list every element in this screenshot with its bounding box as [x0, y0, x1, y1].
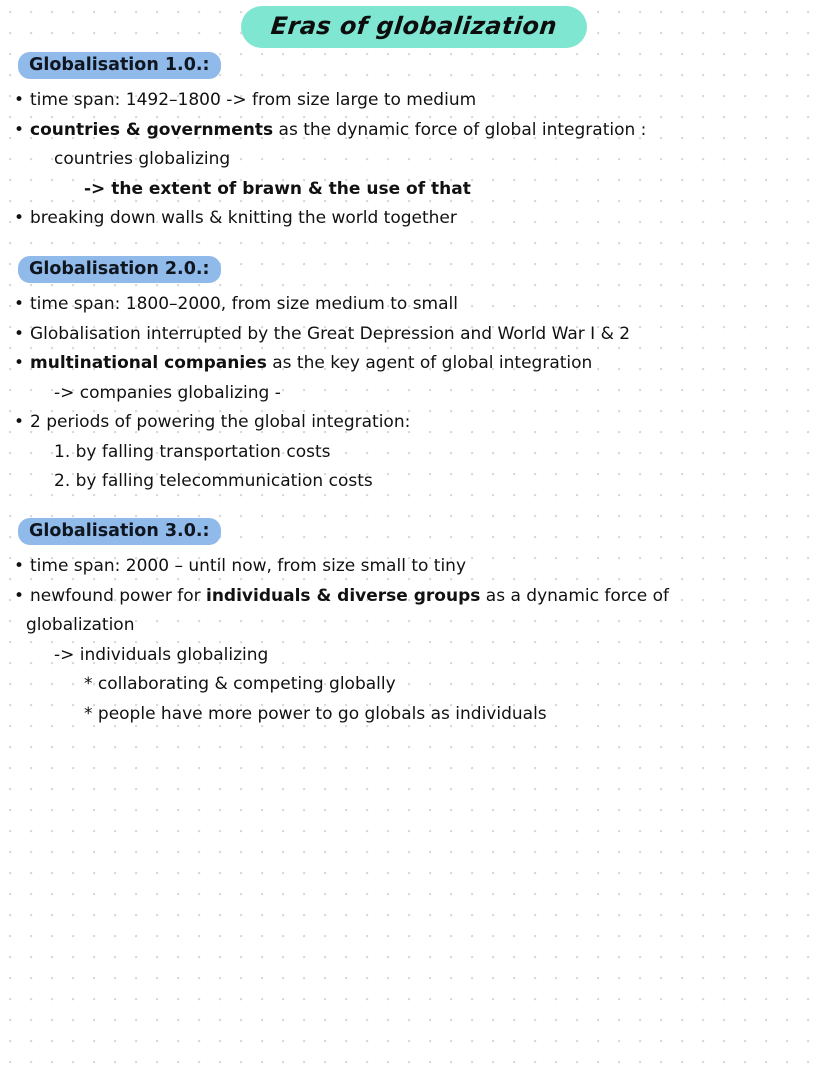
section-3	[0, 518, 828, 729]
sub-line	[0, 467, 828, 497]
line-text: time span: 1492–1800 -> from size large to medium	[30, 90, 477, 110]
bullet-line	[0, 204, 828, 234]
bullet-line	[0, 552, 828, 582]
line-text: countries globalizing	[54, 149, 231, 169]
emphasis-text: individuals & diverse groups	[206, 585, 481, 606]
line-text: newfound power for	[30, 585, 206, 606]
bullet-line	[0, 86, 828, 116]
section-heading-wrap	[0, 518, 828, 545]
title-highlight-pill	[241, 6, 587, 48]
line-text: Globalisation interrupted by the Great Depression and World War I & 2	[30, 323, 631, 344]
bullet-line	[0, 290, 828, 320]
section-lines	[0, 552, 828, 729]
bullet-line	[0, 116, 828, 146]
line-text: -> companies globalizing -	[54, 382, 281, 403]
bullet-line	[0, 408, 828, 438]
section-1	[0, 52, 828, 234]
note-title-row	[0, 6, 828, 48]
bullet-line	[0, 582, 828, 612]
bullet-line	[0, 349, 828, 379]
sub-line	[0, 611, 828, 641]
sub-line	[0, 379, 828, 409]
page-title: Eras of globalization	[269, 12, 559, 40]
bullet-dot-icon: •	[14, 353, 25, 373]
section-lines	[0, 290, 828, 497]
line-text: * collaborating & competing globally	[84, 674, 396, 694]
sub-line	[0, 641, 828, 671]
bullet-dot-icon: •	[14, 90, 25, 110]
line-text: as the dynamic force of global integration :	[273, 119, 647, 140]
bullet-dot-icon: •	[14, 556, 25, 576]
sub-line	[0, 175, 828, 205]
emphasis-text: multinational companies	[30, 353, 267, 373]
line-text: * people have more power to go globals as individuals	[84, 703, 547, 724]
bullet-dot-icon: •	[14, 323, 25, 344]
sub-line	[0, 700, 828, 730]
line-text: time span: 2000 – until now, from size small to tiny	[30, 556, 467, 576]
line-text: as the key agent of global integration	[266, 353, 593, 373]
line-text: 1. by falling transportation costs	[54, 441, 331, 462]
line-text: breaking down walls & knitting the world together	[30, 208, 457, 228]
line-text: 2. by falling telecommunication costs	[54, 471, 373, 491]
section-heading-3: Globalisation 3.0.:	[18, 518, 221, 545]
bullet-dot-icon: •	[14, 412, 25, 432]
section-heading-wrap	[0, 256, 828, 283]
line-text: -> individuals globalizing	[54, 644, 269, 665]
line-text: globalization	[26, 615, 135, 635]
bullet-line	[0, 320, 828, 350]
sub-line	[0, 670, 828, 700]
section-heading-1: Globalisation 1.0.:	[18, 52, 221, 79]
emphasis-text: -> the extent of brawn & the use of that	[84, 178, 471, 199]
line-text: as a dynamic force of	[480, 585, 669, 606]
line-text: 2 periods of powering the global integration:	[30, 412, 411, 432]
emphasis-text: countries & governments	[30, 119, 274, 140]
section-heading-wrap	[0, 52, 828, 79]
line-text: time span: 1800–2000, from size medium to small	[30, 294, 458, 314]
bullet-dot-icon: •	[14, 294, 25, 314]
sub-line	[0, 145, 828, 175]
sub-line	[0, 438, 828, 468]
bullet-dot-icon: •	[14, 585, 25, 606]
bullet-dot-icon: •	[14, 119, 25, 140]
section-heading-2: Globalisation 2.0.:	[18, 256, 221, 283]
section-lines	[0, 86, 828, 234]
section-2	[0, 256, 828, 497]
bullet-dot-icon: •	[14, 208, 25, 228]
